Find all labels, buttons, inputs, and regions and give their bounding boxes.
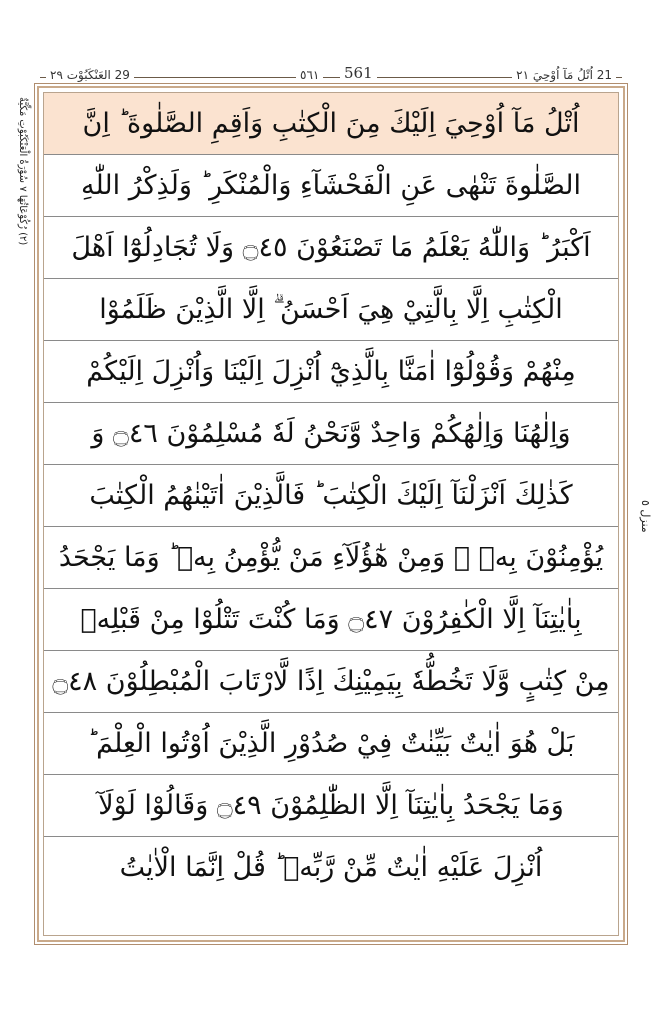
text-line: وَمَا يَجْحَدُ بِاٰيٰتِنَآ اِلَّا الظّٰلِمُوْنَ ۝٤٩ وَقَالُوْا لَوْلَآ <box>44 775 618 837</box>
text-line: مِنْهُمْ وَقُوْلُوْٓا اٰمَنَّا بِالَّذِيْٓ اُنْزِلَ اِلَيْنَا وَاُنْزِلَ اِلَيْكُمْ <box>44 341 618 403</box>
ruku-side-note: (٢) رُكُوْعَاتُهَا ٧ سُوْرَةُ الْعَنْكَبُوْتِ مَكِّيَّةٌ <box>17 96 28 245</box>
text-line: يُؤْمِنُوْنَ بِهٖ ۚ وَمِنْ هٰٓؤُلَآءِ مَنْ يُّؤْمِنُ بِهٖ ؕ وَمَا يَجْحَدُ <box>44 527 618 589</box>
text-line: اَكْبَرُ ؕ وَاللّٰهُ يَعْلَمُ مَا تَصْنَعُوْنَ ۝٤٥ وَلَا تُجَادِلُوْٓا اَهْلَ <box>44 217 618 279</box>
surah-name: 29 العَنْكَبُوْت ٢٩ <box>46 68 134 82</box>
text-line: كَذٰلِكَ اَنْزَلْنَآ اِلَيْكَ الْكِتٰبَ ؕ فَالَّذِيْنَ اٰتَيْنٰهُمُ الْكِتٰبَ <box>44 465 618 527</box>
text-line: الْكِتٰبِ اِلَّا بِالَّتِيْ هِيَ اَحْسَنُ ۗ اِلَّا الَّذِيْنَ ظَلَمُوْا <box>44 279 618 341</box>
manzil-side-note: منزل ٥ <box>639 500 652 533</box>
page-header <box>40 66 622 86</box>
page-frame <box>37 86 625 942</box>
page-number-arabic: ٥٦١ <box>296 68 323 82</box>
page-number: 561 <box>340 66 377 80</box>
text-line: اُنْزِلَ عَلَيْهِ اٰيٰتٌ مِّنْ رَّبِّهٖ ؕ قُلْ اِنَّمَا الْاٰيٰتُ <box>119 852 543 883</box>
text-line: بَلْ هُوَ اٰيٰتٌ بَيِّنٰتٌ فِيْ صُدُوْرِ الَّذِيْنَ اُوْتُوا الْعِلْمَ ؕ <box>44 713 618 775</box>
text-line: اُتْلُ مَآ اُوْحِيَ اِلَيْكَ مِنَ الْكِتٰبِ وَاَقِمِ الصَّلٰوةَ ؕ اِنَّ <box>44 93 618 155</box>
text-area <box>43 92 619 936</box>
para-name: 21 اُتْلُ مَآ اُوْحِيَ ٢١ <box>512 68 616 82</box>
text-line: الصَّلٰوةَ تَنْهٰى عَنِ الْفَحْشَآءِ وَالْمُنْكَرِ ؕ وَلَذِكْرُ اللّٰهِ <box>44 155 618 217</box>
text-line: بِاٰيٰتِنَآ اِلَّا الْكٰفِرُوْنَ ۝٤٧ وَمَا كُنْتَ تَتْلُوْا مِنْ قَبْلِهٖ <box>44 589 618 651</box>
text-line: مِنْ كِتٰبٍ وَّلَا تَخُطُّهٗ بِيَمِيْنِكَ اِذًا لَّارْتَابَ الْمُبْطِلُوْنَ ۝٤٨ <box>44 651 618 713</box>
text-line: وَاِلٰهُنَا وَاِلٰهُكُمْ وَاحِدٌ وَّنَحْنُ لَهٗ مُسْلِمُوْنَ ۝٤٦ وَ <box>44 403 618 465</box>
